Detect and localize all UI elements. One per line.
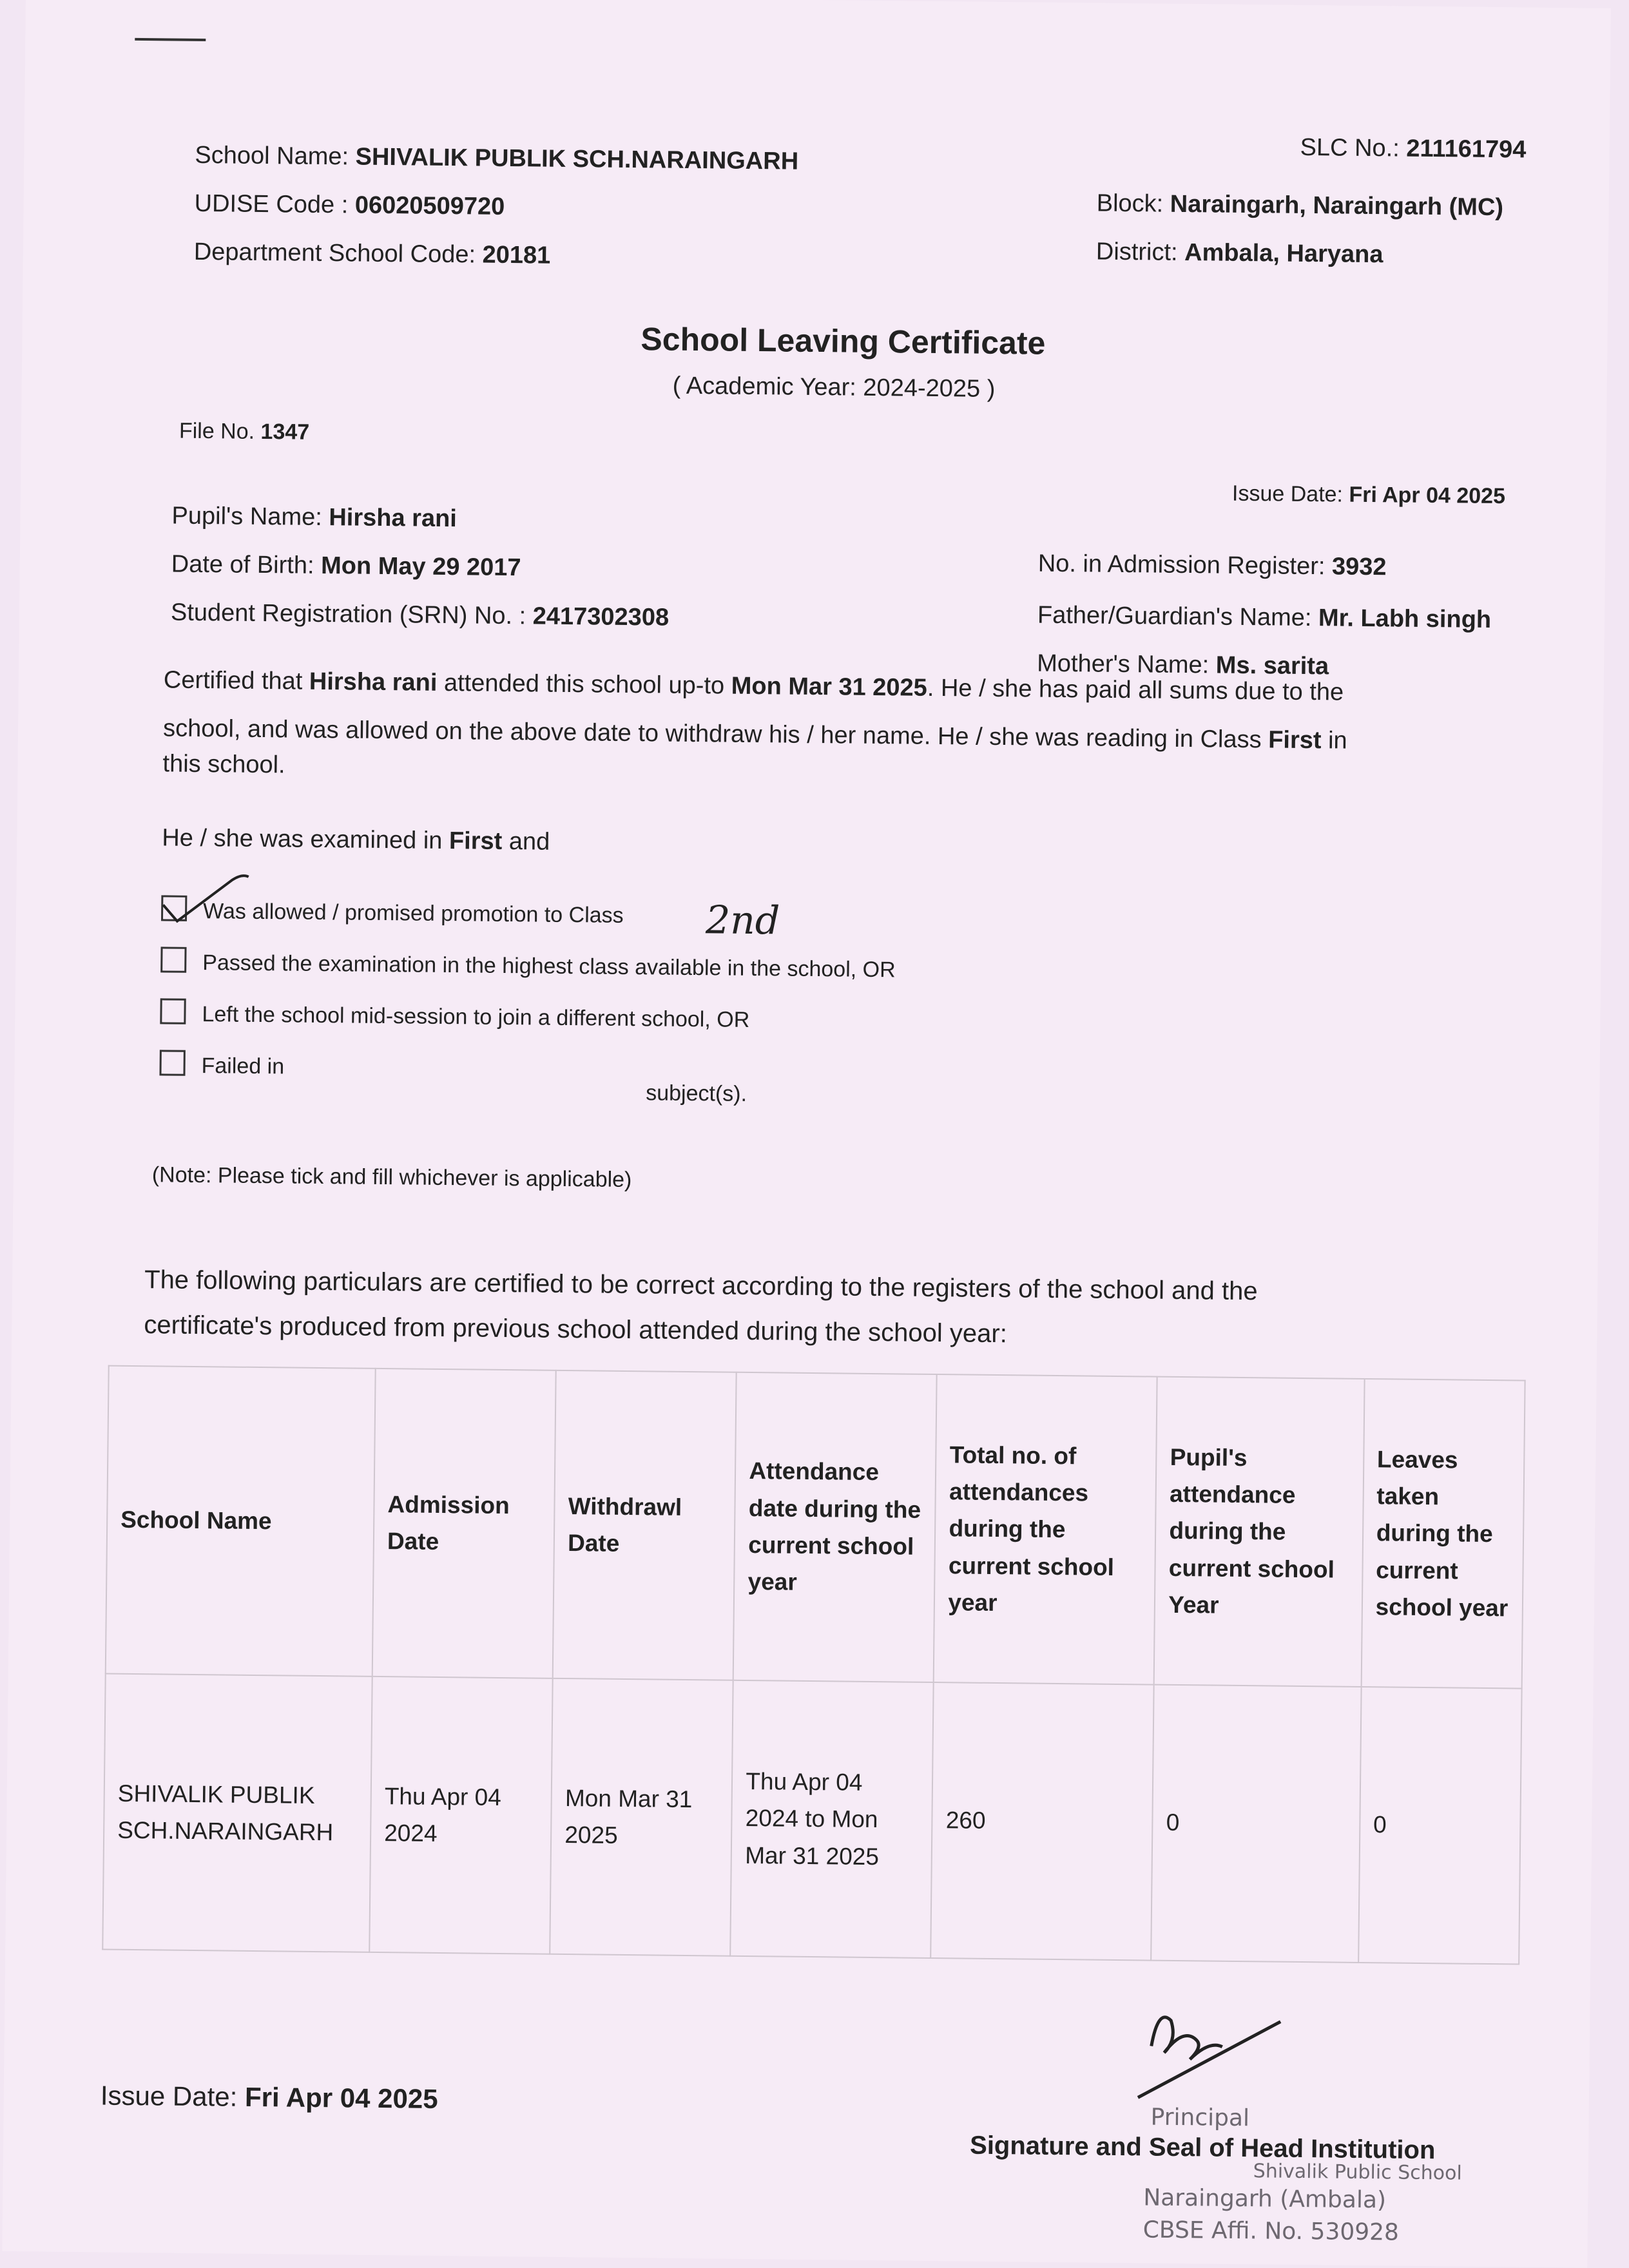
stamp-line-4: CBSE Affi. No. 530928 xyxy=(1142,2216,1400,2246)
pen-mark xyxy=(135,38,206,41)
cert-text-5: in xyxy=(1327,727,1347,754)
issue-date-bottom xyxy=(101,2081,438,2115)
issue-date-label: Issue Date: xyxy=(1231,481,1344,507)
cert-class: First xyxy=(1268,726,1322,754)
particulars-line-2: certificate's produced from previous school attended during the school year: xyxy=(144,1311,1008,1349)
th-school-name: School Name xyxy=(106,1366,376,1677)
cert-pupil-name: Hirsha rani xyxy=(309,668,438,697)
examined-class: First xyxy=(448,827,503,855)
cert-line-2 xyxy=(163,715,1347,754)
th-admission-date: Admission Date xyxy=(372,1369,556,1678)
issue-date-top xyxy=(1232,481,1505,509)
option-promotion xyxy=(203,899,624,928)
certificate-page xyxy=(2,0,1611,2268)
th-total-attendances: Total no. of attendances during the current school year xyxy=(934,1374,1157,1685)
district-line xyxy=(1096,238,1383,269)
th-leaves-taken: Leaves taken during the current school year xyxy=(1361,1379,1525,1689)
slc-label: SLC No.: xyxy=(1300,133,1400,162)
srn-label: Student Registration (SRN) No. : xyxy=(170,599,526,630)
handwritten-class: 2nd xyxy=(705,898,780,944)
th-withdrawl-date: Withdrawl Date xyxy=(553,1370,737,1680)
academic-year: ( Academic Year: 2024-2025 ) xyxy=(672,372,996,403)
checkbox-failed[interactable] xyxy=(159,1050,185,1075)
file-no-value: 1347 xyxy=(260,419,310,445)
srn-line xyxy=(171,599,670,632)
table-row xyxy=(102,1674,1521,1965)
table-header-row xyxy=(106,1366,1525,1689)
file-no-label: File No. xyxy=(178,418,255,444)
option-left-mid-session: Left the school mid-session to join a different school, OR xyxy=(202,1002,750,1032)
district-value: Ambala, Haryana xyxy=(1184,238,1383,269)
option-promotion-label: Was allowed / promised promotion to Class xyxy=(202,899,624,928)
option-failed-suffix: subject(s). xyxy=(646,1081,747,1106)
checkbox-left-mid-session[interactable] xyxy=(160,998,186,1024)
option-passed: Passed the examination in the highest class available in the school, OR xyxy=(202,950,896,983)
dob-value: Mon May 29 2017 xyxy=(320,552,521,582)
slc-line xyxy=(1300,134,1526,164)
file-no-line xyxy=(179,419,310,445)
district-label: District: xyxy=(1095,238,1178,266)
block-label: Block: xyxy=(1096,189,1164,218)
cert-date: Mon Mar 31 2025 xyxy=(731,672,928,702)
cell-withdrawl-date: Mon Mar 31 2025 xyxy=(550,1678,733,1956)
issue-date-value: Fri Apr 04 2025 xyxy=(1349,482,1506,509)
dob-label: Date of Birth: xyxy=(171,550,314,579)
block-line xyxy=(1096,190,1503,222)
cert-line-3: this school. xyxy=(162,750,285,779)
udise-label: UDISE Code : xyxy=(194,189,349,219)
mother-label: Mother's Name: xyxy=(1037,649,1210,679)
footer-issue-label: Issue Date: xyxy=(100,2080,238,2112)
slc-value: 211161794 xyxy=(1406,135,1527,164)
note-text: (Note: Please tick and fill whichever is applicable) xyxy=(151,1162,632,1193)
school-name-value: SHIVALIK PUBLIK SCH.NARAINGARH xyxy=(355,143,799,175)
stamp-line-1: Principal xyxy=(1150,2104,1250,2132)
examined-line xyxy=(162,824,550,856)
udise-value: 06020509720 xyxy=(354,191,505,220)
block-value: Naraingarh, Naraingarh (MC) xyxy=(1170,190,1504,222)
cert-text-2: attended this school up-to xyxy=(443,669,725,700)
mother-value: Ms. sarita xyxy=(1215,651,1329,680)
admission-value: 3932 xyxy=(1331,553,1387,581)
cert-text-3: . He / she has paid all sums due to the xyxy=(927,674,1344,706)
cell-school-name: SHIVALIK PUBLIK SCH.NARAINGARH xyxy=(102,1674,372,1952)
particulars-table xyxy=(102,1365,1525,1965)
srn-value: 2417302308 xyxy=(532,602,670,631)
footer-issue-value: Fri Apr 04 2025 xyxy=(244,2081,438,2114)
examined-and: and xyxy=(508,828,550,856)
certificate-title: School Leaving Certificate xyxy=(641,321,1046,361)
particulars-line-1: The following particulars are certified to be correct according to the registers of the school and the xyxy=(144,1265,1258,1306)
signature-label: Signature and Seal of Head Institution xyxy=(969,2131,1436,2165)
admission-label: No. in Admission Register: xyxy=(1037,550,1325,581)
father-line xyxy=(1037,602,1492,634)
stamp-line-2: Shivalik Public School xyxy=(1253,2160,1462,2185)
cell-total-attendances: 260 xyxy=(931,1682,1154,1961)
dob-line xyxy=(171,551,521,582)
admission-line xyxy=(1038,550,1387,582)
cell-pupil-attendance: 0 xyxy=(1152,1685,1362,1963)
school-name-line xyxy=(195,142,798,176)
cell-leaves-taken: 0 xyxy=(1358,1687,1522,1965)
father-label: Father/Guardian's Name: xyxy=(1037,601,1312,632)
cell-attendance-date: Thu Apr 04 2024 to Mon Mar 31 2025 xyxy=(731,1680,934,1958)
cert-text-4: school, and was allowed on the above date to withdraw his / her name. He / she was reading in Class xyxy=(162,715,1262,754)
pupil-name-value: Hirsha rani xyxy=(329,504,458,533)
dept-code-value: 20181 xyxy=(482,241,551,269)
school-name-label: School Name: xyxy=(195,141,349,171)
pupil-name-label: Pupil's Name: xyxy=(171,502,323,531)
th-attendance-date: Attendance date during the current school year xyxy=(733,1372,937,1682)
father-value: Mr. Labh singh xyxy=(1318,604,1492,633)
udise-line xyxy=(194,190,505,221)
stamp-line-3: Naraingarh (Ambala) xyxy=(1143,2184,1387,2214)
checkbox-passed[interactable] xyxy=(160,947,186,972)
cert-text-1: Certified that xyxy=(163,666,303,695)
cell-admission-date: Thu Apr 04 2024 xyxy=(369,1677,553,1954)
examined-text: He / she was examined in xyxy=(162,824,443,854)
dept-code-label: Department School Code: xyxy=(193,238,476,269)
principal-signature xyxy=(1125,1981,1294,2112)
pupil-name-line xyxy=(171,503,457,533)
option-failed: Failed in xyxy=(201,1053,285,1079)
dept-code-line xyxy=(194,238,551,270)
th-pupil-attendance: Pupil's attendance during the current school Year xyxy=(1154,1377,1364,1687)
